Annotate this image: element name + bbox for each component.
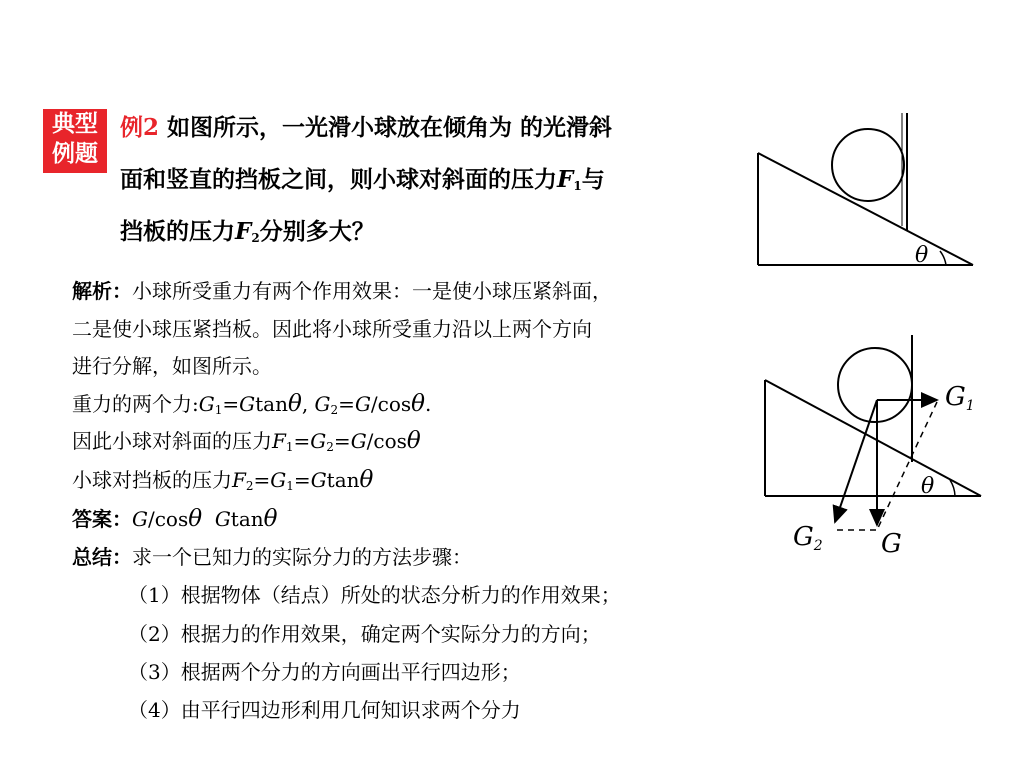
label-g: G [881, 529, 902, 559]
example-label: 例2 [120, 114, 160, 141]
analysis-line-1: 解析：小球所受重力有两个作用效果：一是使小球压紧斜面， [72, 279, 612, 303]
incline-slope [758, 153, 973, 265]
badge-line-1: 典型 [52, 111, 98, 137]
summary-label: 总结： [72, 545, 132, 569]
summary-step-2: （2）根据力的作用效果，确定两个实际分力的方向； [128, 622, 601, 646]
answer-label: 答案： [72, 507, 132, 531]
question-text-1: 如图所示，一光滑小球放在倾角为 的光滑斜 [167, 114, 613, 141]
figure-incline-ball [750, 105, 985, 275]
answer-line: 答案：G/cosθ Gtanθ [72, 506, 278, 532]
force-g2-arrow [835, 400, 877, 522]
analysis-line-3: 进行分解，如图所示。 [72, 354, 272, 378]
summary-step-3: （3）根据两个分力的方向画出平行四边形； [128, 660, 521, 684]
formula-line-3: 小球对挡板的压力$F_2=G_1=Gtan\theta$ [72, 467, 374, 493]
question-line-1 [120, 113, 612, 143]
angle-label: θ [915, 243, 929, 268]
figure-force-decomposition [755, 330, 995, 560]
question-line-3: 挡板的压力$F_2$分别多大？ [120, 218, 375, 245]
example-badge [43, 109, 107, 173]
ball [838, 348, 912, 422]
label-g1: G1 [945, 382, 975, 414]
summary-step-1: （1）根据物体（结点）所处的状态分析力的作用效果； [128, 583, 621, 607]
analysis-label: 解析： [72, 279, 132, 303]
summary-step-4: （4）由平行四边形利用几何知识求两个分力 [128, 698, 521, 722]
badge-line-2: 例题 [52, 141, 98, 167]
formula-line-2: 因此小球对斜面的压力$F_1=G_2=G$/cosθ [72, 428, 421, 454]
angle-label: θ [921, 474, 935, 499]
question-line-2: 面和竖直的挡板之间，则小球对斜面的压力$F_1$与 [120, 166, 605, 193]
angle-arc [940, 251, 946, 265]
summary-line: 总结：求一个已知力的实际分力的方法步骤： [72, 545, 472, 569]
ball [832, 129, 904, 201]
analysis-line-2: 二是使小球压紧挡板。因此将小球所受重力沿以上两个方向 [72, 317, 592, 341]
formula-line-1: 重力的两个力$:G_1=Gtan\theta$, $G_2=G$/cosθ. [72, 391, 432, 417]
label-g2: G2 [793, 522, 823, 554]
